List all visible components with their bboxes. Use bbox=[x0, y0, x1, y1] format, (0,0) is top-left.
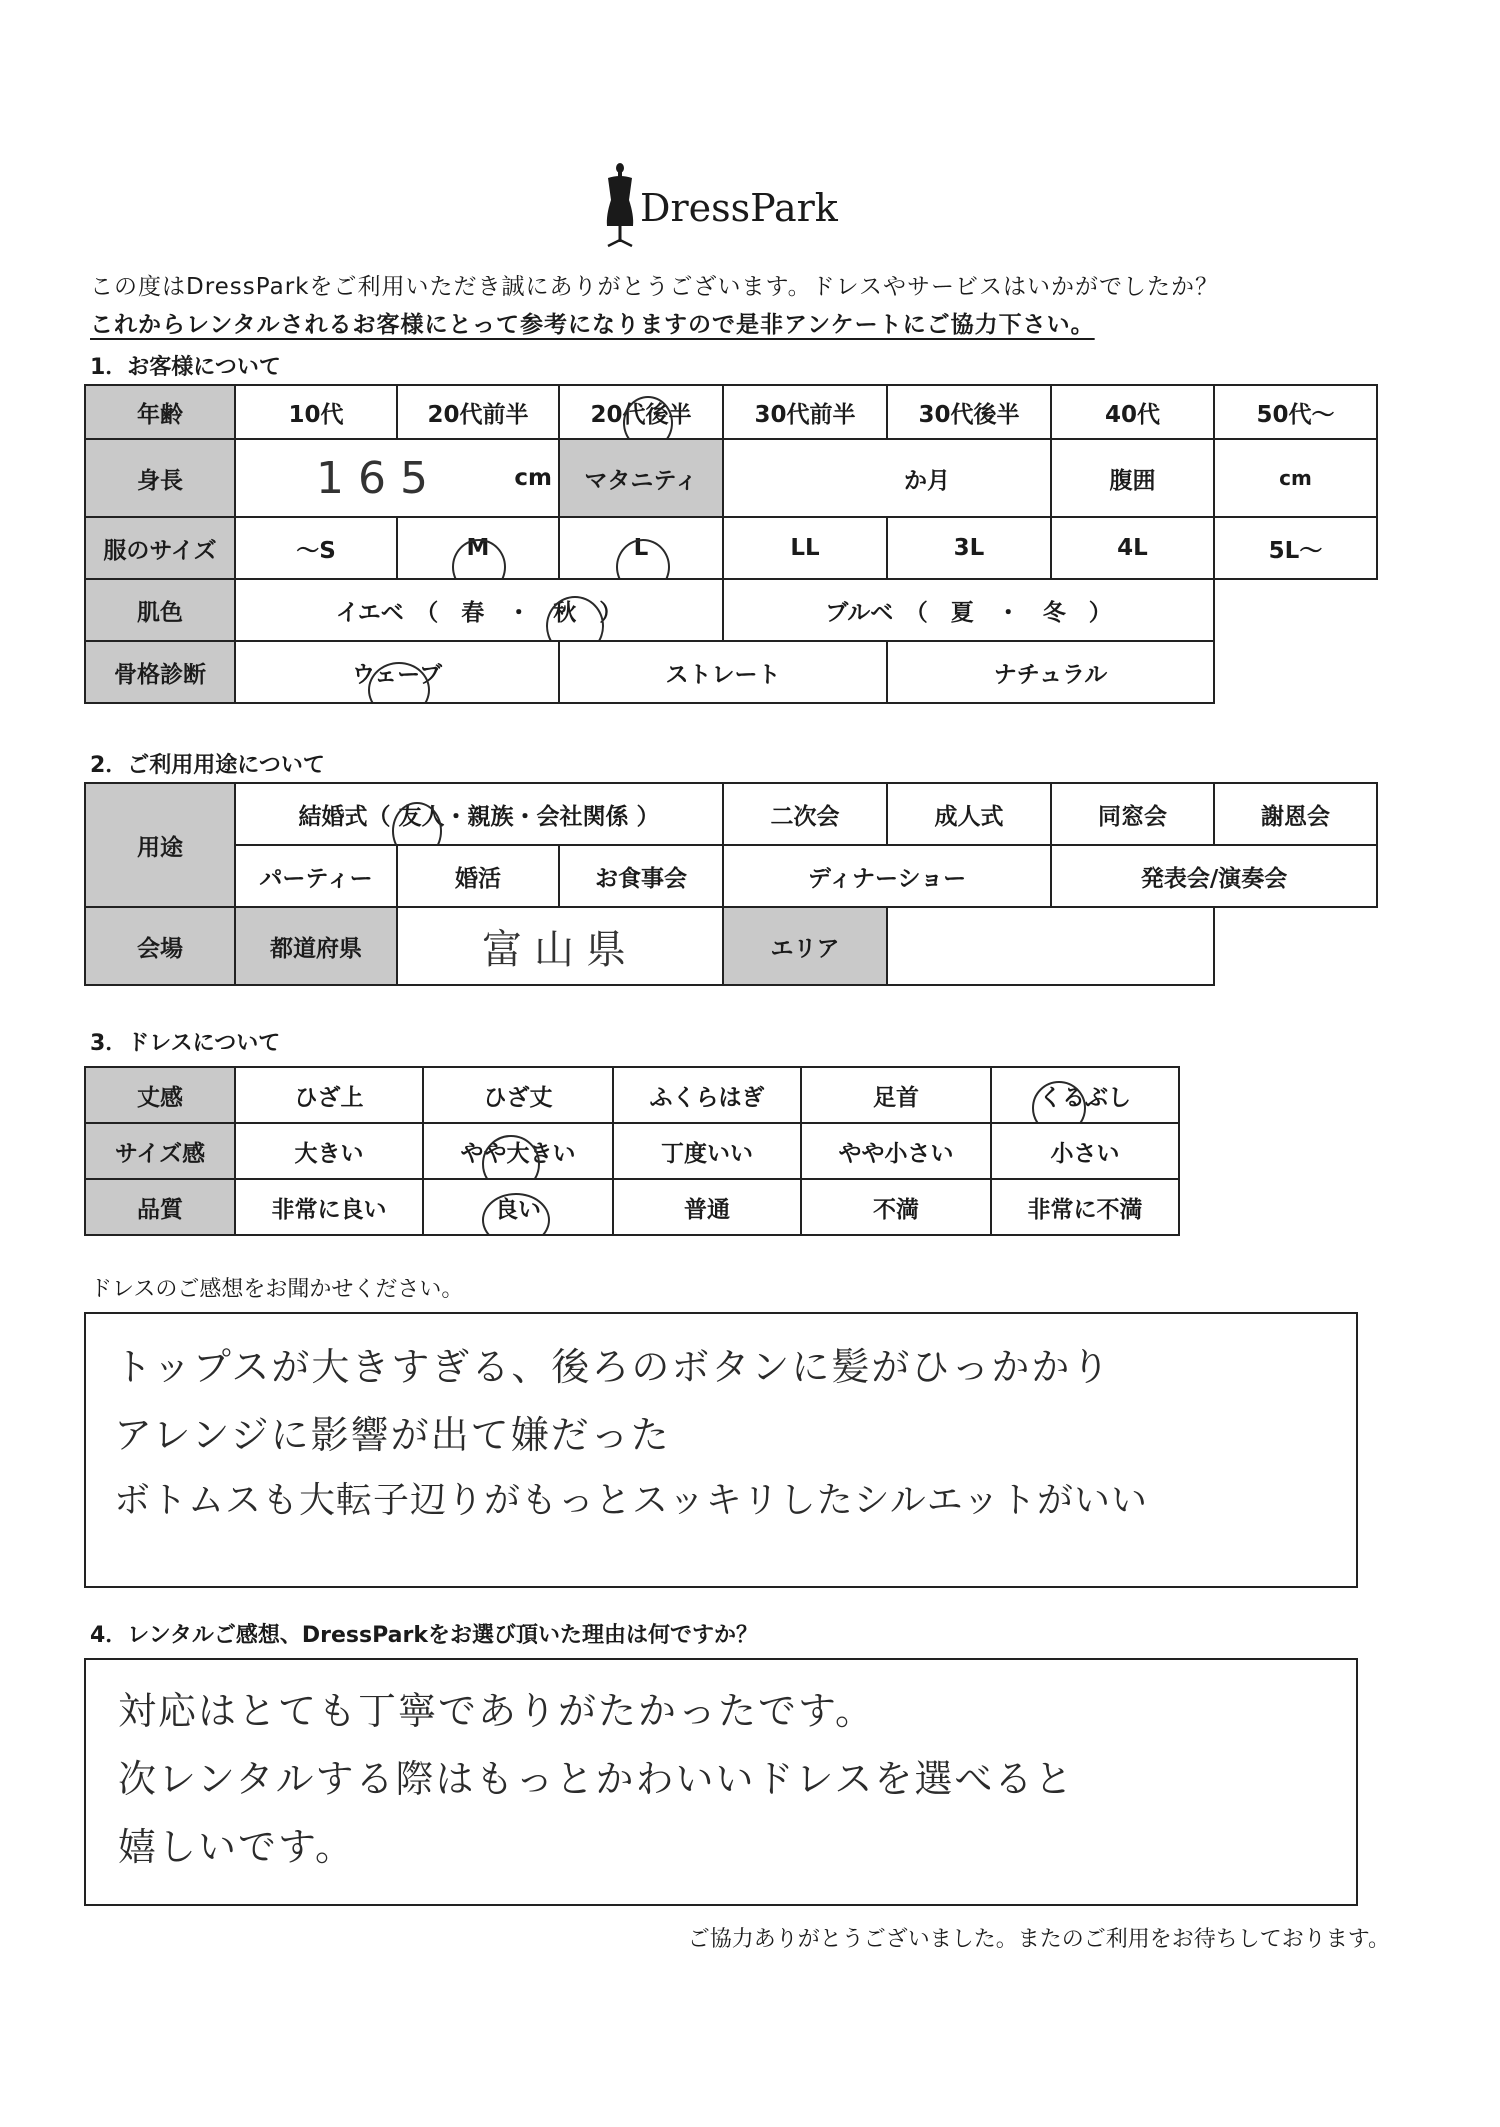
selection-circle bbox=[452, 539, 506, 579]
age-option[interactable]: 30代前半 bbox=[723, 385, 887, 439]
length-label: 丈感 bbox=[85, 1067, 235, 1123]
purpose-option[interactable]: 謝恩会 bbox=[1214, 783, 1377, 845]
selection-circle bbox=[616, 539, 670, 579]
skin-yellow-base[interactable]: イエベ （ 春 ・ 秋 ） bbox=[235, 579, 723, 641]
fit-option-selected[interactable]: やや大きい bbox=[423, 1123, 613, 1179]
fit-option[interactable]: 丁度いい bbox=[613, 1123, 801, 1179]
impressions-prompt: ドレスのご感想をお聞かせください。 bbox=[90, 1277, 464, 1302]
size-option[interactable]: LL bbox=[723, 517, 887, 579]
dress-table bbox=[84, 1066, 1180, 1236]
size-option-selected[interactable]: M bbox=[397, 517, 559, 579]
prefecture-value: 富山県 bbox=[482, 926, 638, 973]
dress-form-icon bbox=[600, 160, 640, 250]
area-label: エリア bbox=[723, 907, 887, 985]
customer-table bbox=[84, 384, 1378, 704]
intro-request: これからレンタルされるお客様にとって参考になりますので是非アンケートにご協力下さい。 bbox=[90, 312, 1095, 338]
impressions-line: ボトムスも大転子辺りがもっとスッキリしたシルエットがいい bbox=[114, 1480, 1149, 1521]
venue-label: 会場 bbox=[85, 907, 235, 985]
height-unit: cm bbox=[514, 465, 552, 491]
brand-logo bbox=[600, 160, 920, 250]
feedback-line: 嬉しいです。 bbox=[118, 1825, 355, 1869]
feedback-line: 次レンタルする際はもっとかわいいドレスを選べると bbox=[118, 1757, 1075, 1801]
impressions-line: アレンジに影響が出て嫌だった bbox=[114, 1413, 671, 1457]
purpose-table bbox=[84, 782, 1378, 986]
footer-thanks: ご協力ありがとうございました。またのご利用をお待ちしております。 bbox=[687, 1927, 1390, 1952]
belly-label: 腹囲 bbox=[1051, 439, 1214, 517]
purpose-option[interactable]: 成人式 bbox=[887, 783, 1051, 845]
purpose-option[interactable]: お食事会 bbox=[559, 845, 723, 907]
size-option[interactable]: 4L bbox=[1051, 517, 1214, 579]
section-3-title: 3．ドレスについて bbox=[90, 1031, 281, 1056]
belly-field[interactable]: cm bbox=[1214, 439, 1377, 517]
quality-option-selected[interactable]: 良い bbox=[423, 1179, 613, 1235]
purpose-option[interactable]: パーティー bbox=[235, 845, 397, 907]
fit-label: サイズ感 bbox=[85, 1123, 235, 1179]
quality-label: 品質 bbox=[85, 1179, 235, 1235]
purpose-option[interactable]: ディナーショー bbox=[723, 845, 1051, 907]
purpose-label: 用途 bbox=[85, 783, 235, 907]
maternity-label: マタニティ bbox=[559, 439, 723, 517]
skin-blue-base[interactable]: ブルベ （ 夏 ・ 冬 ） bbox=[723, 579, 1214, 641]
prefecture-field[interactable] bbox=[397, 907, 723, 985]
section-4-title: 4．レンタルご感想、DressParkをお選び頂いた理由は何ですか？ bbox=[90, 1623, 758, 1648]
length-option[interactable]: ふくらはぎ bbox=[613, 1067, 801, 1123]
frame-option[interactable]: ナチュラル bbox=[887, 641, 1214, 703]
skin-label: 肌色 bbox=[85, 579, 235, 641]
size-option[interactable]: 3L bbox=[887, 517, 1051, 579]
fit-option[interactable]: 小さい bbox=[991, 1123, 1179, 1179]
maternity-field[interactable]: か月 bbox=[723, 439, 1051, 517]
section-1-title: 1．お客様について bbox=[90, 355, 281, 380]
age-label: 年齢 bbox=[85, 385, 235, 439]
purpose-wedding[interactable]: 結婚式（ 友人・親族・会社関係 ） bbox=[235, 783, 723, 845]
purpose-option[interactable]: 二次会 bbox=[723, 783, 887, 845]
frame-option[interactable]: ストレート bbox=[559, 641, 887, 703]
quality-option[interactable]: 普通 bbox=[613, 1179, 801, 1235]
age-option[interactable]: 30代後半 bbox=[887, 385, 1051, 439]
frame-label: 骨格診断 bbox=[85, 641, 235, 703]
height-label: 身長 bbox=[85, 439, 235, 517]
length-option[interactable]: ひざ上 bbox=[235, 1067, 423, 1123]
intro-text: この度はDressParkをご利用いただき誠にありがとうございます。ドレスやサービスはいかがでしたか？ bbox=[90, 274, 1219, 300]
height-value: 165 bbox=[316, 452, 442, 504]
age-option[interactable]: 40代 bbox=[1051, 385, 1214, 439]
quality-option[interactable]: 非常に良い bbox=[235, 1179, 423, 1235]
size-label: 服のサイズ bbox=[85, 517, 235, 579]
rental-feedback-textbox[interactable] bbox=[84, 1658, 1358, 1906]
purpose-option[interactable]: 同窓会 bbox=[1051, 783, 1214, 845]
area-field[interactable] bbox=[887, 907, 1214, 985]
age-option[interactable]: 20代前半 bbox=[397, 385, 559, 439]
length-option-selected[interactable]: くるぶし bbox=[991, 1067, 1179, 1123]
quality-option[interactable]: 非常に不満 bbox=[991, 1179, 1179, 1235]
size-option-selected[interactable]: L bbox=[559, 517, 723, 579]
age-option-selected[interactable]: 20代後半 bbox=[559, 385, 723, 439]
frame-option-selected[interactable]: ウェーブ bbox=[235, 641, 559, 703]
brand-name: DressPark bbox=[640, 186, 838, 230]
quality-option[interactable]: 不満 bbox=[801, 1179, 991, 1235]
impressions-textbox[interactable] bbox=[84, 1312, 1358, 1588]
feedback-line: 対応はとても丁寧でありがたかったです。 bbox=[118, 1689, 875, 1733]
purpose-option[interactable]: 婚活 bbox=[397, 845, 559, 907]
length-option[interactable]: 足首 bbox=[801, 1067, 991, 1123]
height-field[interactable] bbox=[235, 439, 559, 517]
length-option[interactable]: ひざ丈 bbox=[423, 1067, 613, 1123]
section-2-title: 2．ご利用用途について bbox=[90, 753, 325, 778]
fit-option[interactable]: 大きい bbox=[235, 1123, 423, 1179]
prefecture-label: 都道府県 bbox=[235, 907, 397, 985]
age-option[interactable]: 50代～ bbox=[1214, 385, 1377, 439]
purpose-option[interactable]: 発表会/演奏会 bbox=[1051, 845, 1377, 907]
fit-option[interactable]: やや小さい bbox=[801, 1123, 991, 1179]
size-option[interactable]: ～S bbox=[235, 517, 397, 579]
impressions-line: トップスが大きすぎる、後ろのボタンに髪がひっかかり bbox=[114, 1345, 1112, 1389]
age-option[interactable]: 10代 bbox=[235, 385, 397, 439]
size-option[interactable]: 5L～ bbox=[1214, 517, 1377, 579]
